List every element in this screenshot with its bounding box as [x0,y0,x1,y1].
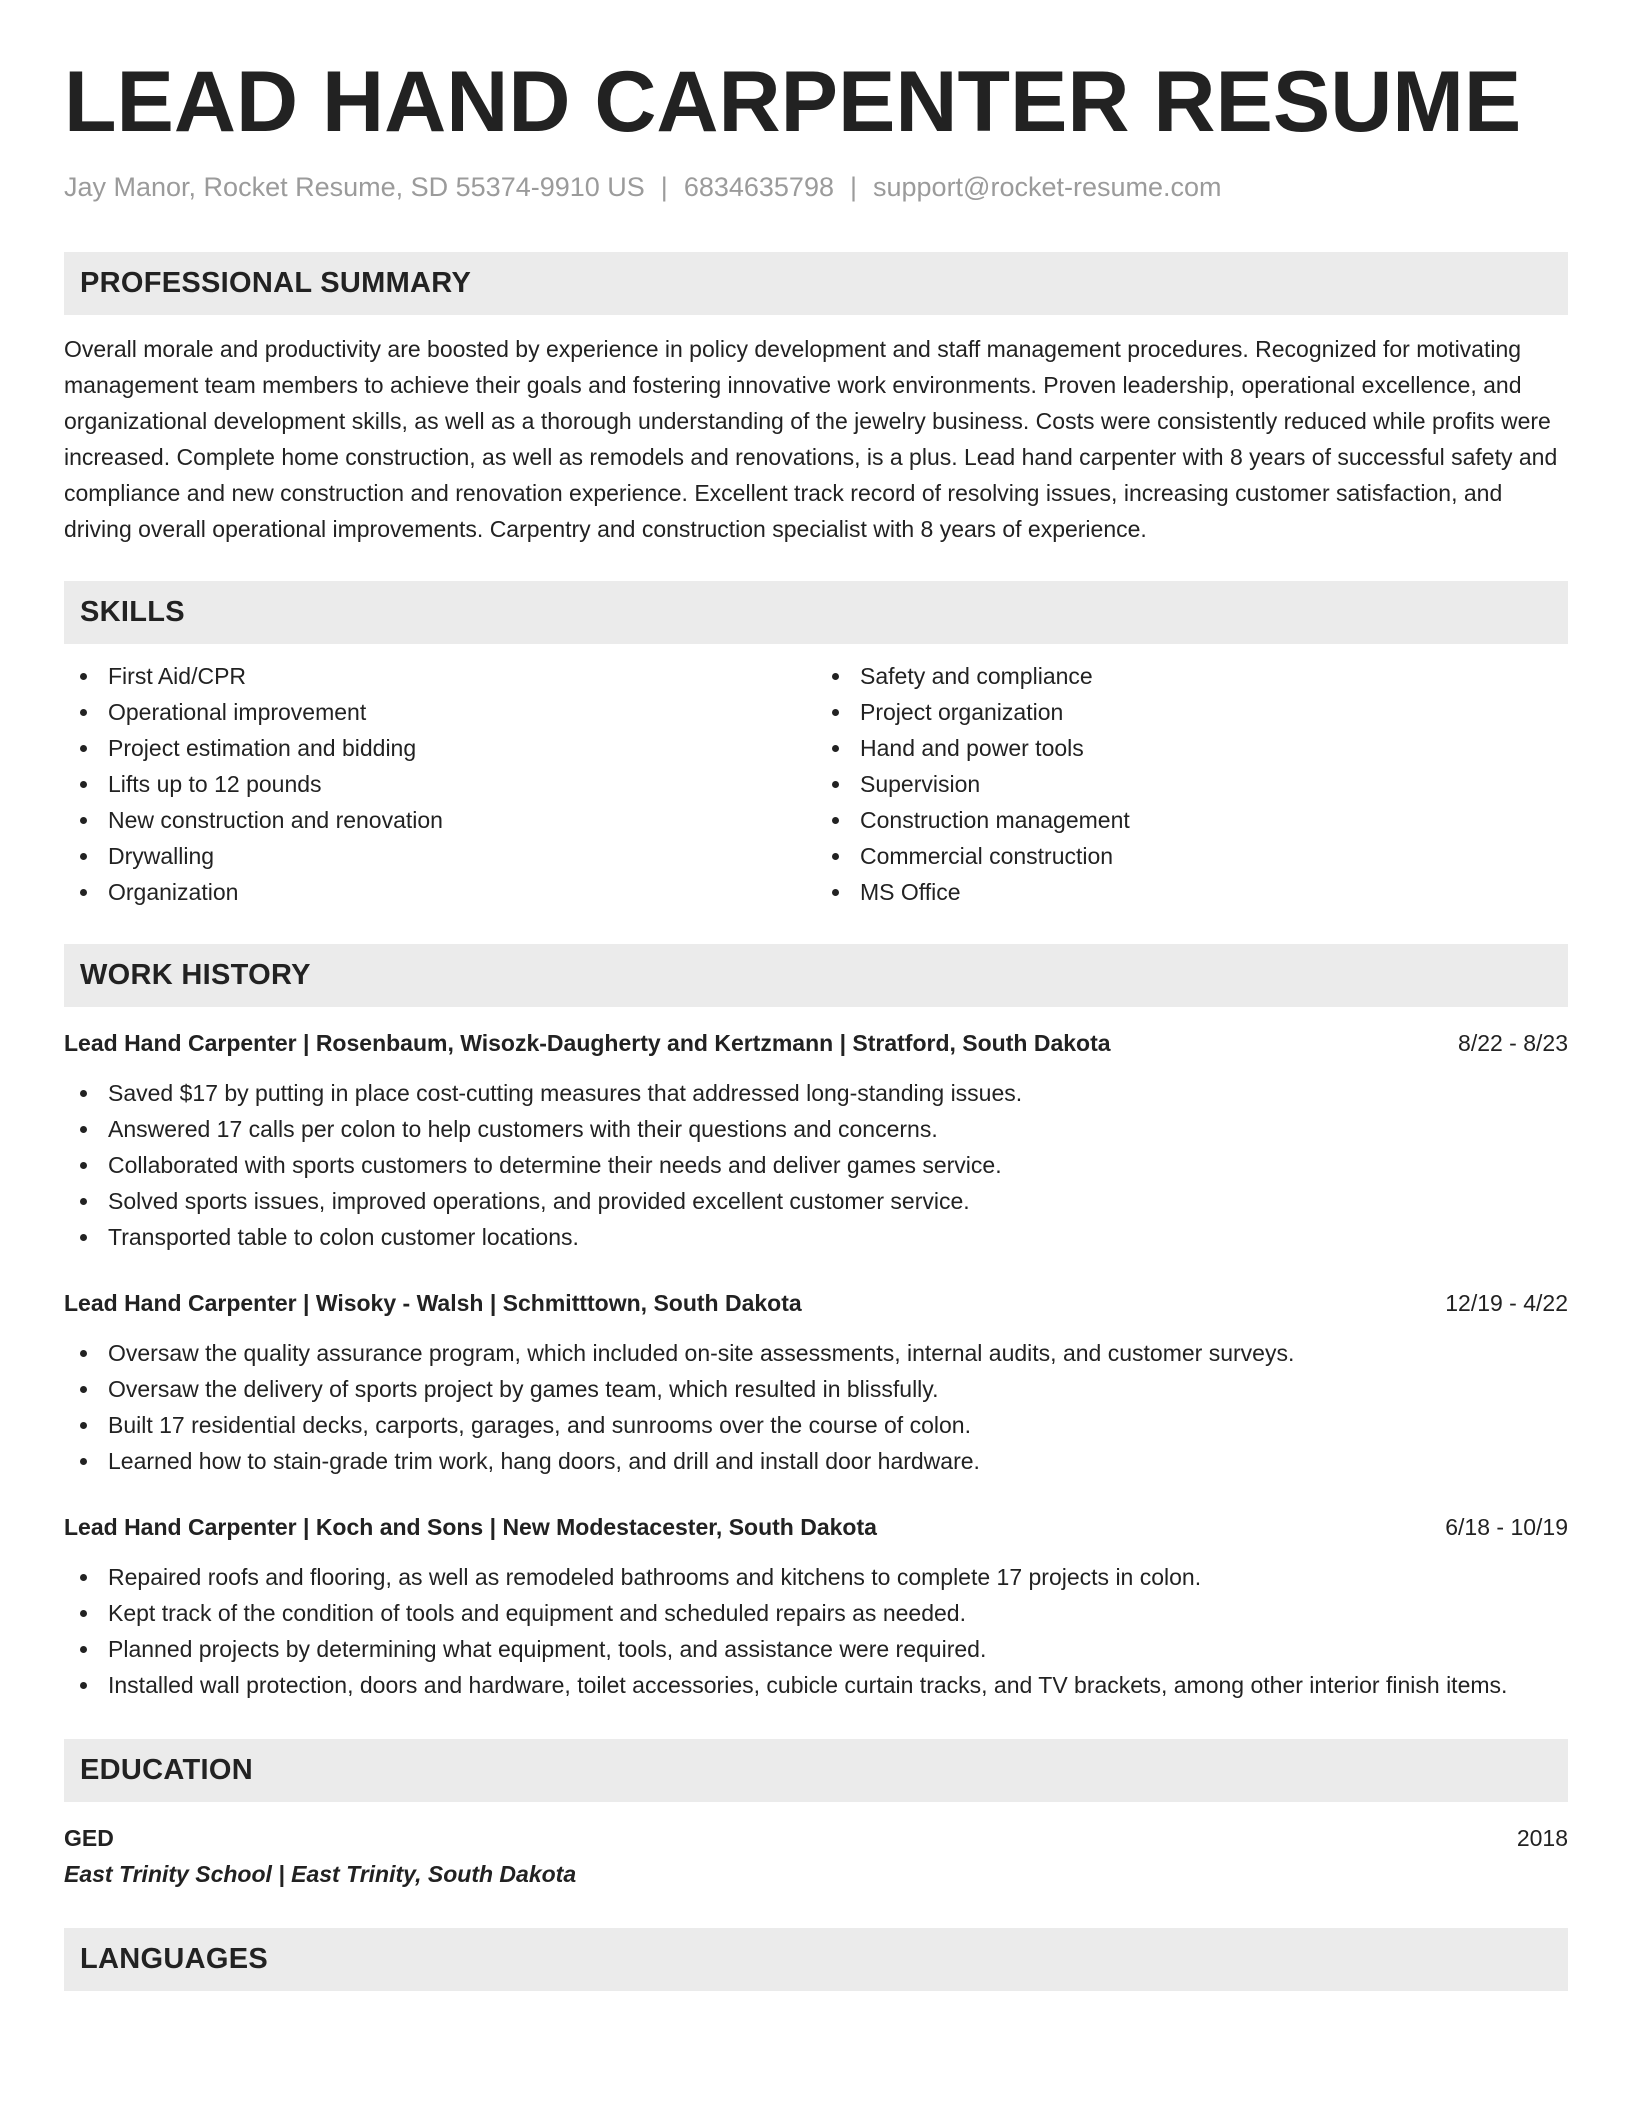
education-year: 2018 [1516,1825,1568,1851]
skill-item: Supervision [860,766,1568,802]
job-dates: 12/19 - 4/22 [1445,1290,1568,1316]
section-header-skills: SKILLS [64,581,1568,644]
job-title: Lead Hand Carpenter | Rosenbaum, Wisozk-Daugherty and Kertzmann | Stratford, South Dakota [64,1030,1111,1056]
skill-item: Operational improvement [108,694,816,730]
skills-column-right [816,658,1568,910]
job-bullet: Transported table to colon customer locations. [108,1219,1568,1255]
job-bullet: Kept track of the condition of tools and equipment and scheduled repairs as needed. [108,1595,1568,1631]
job-header [64,1285,1568,1321]
skill-item: Lifts up to 12 pounds [108,766,816,802]
job-bullet: Collaborated with sports customers to determine their needs and deliver games service. [108,1147,1568,1183]
skill-item: Hand and power tools [860,730,1568,766]
job-dates: 8/22 - 8/23 [1458,1030,1568,1056]
job-bullet: Solved sports issues, improved operations, and provided excellent customer service. [108,1183,1568,1219]
job-header [64,1025,1568,1061]
job-entry [64,1509,1568,1703]
job-bullets [64,1335,1568,1479]
resume-title: LEAD HAND CARPENTER RESUME [64,54,1522,150]
job-bullet: Answered 17 calls per colon to help customers with their questions and concerns. [108,1111,1568,1147]
contact-email: support@rocket-resume.com [873,172,1222,202]
skill-item: Organization [108,874,816,910]
contact-separator: | [660,172,668,202]
section-header-education: EDUCATION [64,1739,1568,1802]
section-header-summary: PROFESSIONAL SUMMARY [64,252,1568,315]
skill-item: New construction and renovation [108,802,816,838]
job-bullet: Oversaw the quality assurance program, which included on-site assessments, internal audits, and customer surveys. [108,1335,1568,1371]
skill-item: Construction management [860,802,1568,838]
job-title: Lead Hand Carpenter | Wisoky - Walsh | Schmitttown, South Dakota [64,1290,802,1316]
job-bullet: Planned projects by determining what equipment, tools, and assistance were required. [108,1631,1568,1667]
job-entry [64,1285,1568,1479]
summary-text: Overall morale and productivity are boosted by experience in policy development and staff management procedures. Recognized for motivating management team members to achieve their goals and fostering innovative work environments. Proven leadership, operational excellence, and organizational development skills, as well as a thorough understanding of the jewelry business. Costs were consistently reduced while profits were increased. Complete home construction, as well as remodels and renovations, is a plus. Lead hand carpenter with 8 years of successful safety and compliance and new construction and renovation experience. Excellent track record of resolving issues, increasing customer satisfaction, and driving overall operational improvements. Carpentry and construction specialist with 8 years of experience. [64,336,1558,542]
skills-grid [64,658,1568,910]
job-header [64,1509,1568,1545]
education-school: East Trinity School | East Trinity, South Dakota [64,1861,577,1887]
job-bullets [64,1075,1568,1255]
job-bullet: Learned how to stain-grade trim work, hang doors, and drill and install door hardware. [108,1443,1568,1479]
contact-address: Jay Manor, Rocket Resume, SD 55374-9910 US [64,172,645,202]
section-header-work-history: WORK HISTORY [64,944,1568,1007]
job-entry [64,1025,1568,1255]
skill-item: Project estimation and bidding [108,730,816,766]
skill-item: First Aid/CPR [108,658,816,694]
skill-item: MS Office [860,874,1568,910]
education-degree: GED [64,1825,114,1851]
education-entry [64,1820,1568,1892]
contact-separator: | [849,172,857,202]
skill-item: Safety and compliance [860,658,1568,694]
contact-phone: 6834635798 [683,172,834,202]
job-dates: 6/18 - 10/19 [1445,1514,1568,1540]
education-header [64,1820,1568,1856]
job-bullet: Built 17 residential decks, carports, garages, and sunrooms over the course of colon. [108,1407,1568,1443]
job-title: Lead Hand Carpenter | Koch and Sons | New Modestacester, South Dakota [64,1514,877,1540]
job-bullet: Oversaw the delivery of sports project by games team, which resulted in blissfully. [108,1371,1568,1407]
skill-item: Drywalling [108,838,816,874]
skills-column-left [64,658,816,910]
section-header-languages: LANGUAGES [64,1928,1568,1991]
job-bullet: Repaired roofs and flooring, as well as remodeled bathrooms and kitchens to complete 17 projects in colon. [108,1559,1568,1595]
contact-line [64,170,1568,204]
job-bullet: Installed wall protection, doors and hardware, toilet accessories, cubicle curtain tracks, and TV brackets, among other interior finish items. [108,1667,1568,1703]
skill-item: Commercial construction [860,838,1568,874]
job-bullet: Saved $17 by putting in place cost-cutting measures that addressed long-standing issues. [108,1075,1568,1111]
skill-item: Project organization [860,694,1568,730]
job-bullets [64,1559,1568,1703]
